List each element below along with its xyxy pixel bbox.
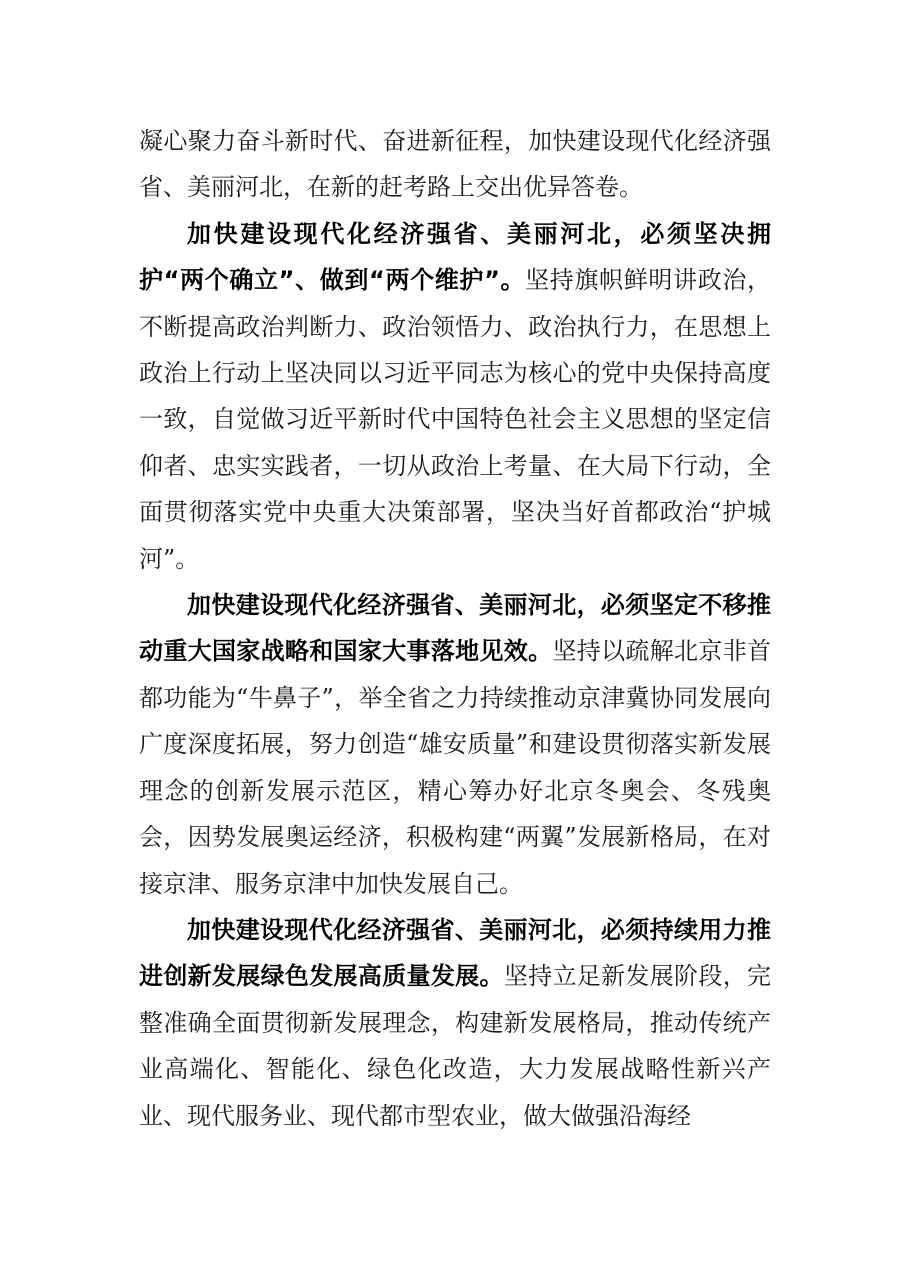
paragraph-text: 坚持以疏解北京非首都功能为“牛鼻子”，举全省之力持续推动京津冀协同发展向广度深度拓展，努力创造“雄安质量”和建设贯彻落实新发展理念的创新发展示范区，精心筹办好北京冬奥会、冬残奥会，因势发展奥运经济，积极构建“两翼”发展新格局，在对接京津、服务京津中加快发展自己。 [139,637,772,898]
paragraph-text: 凝心聚力奋斗新时代、奋进新征程，加快建设现代化经济强省、美丽河北，在新的赶考路上交出优异答卷。 [139,127,771,202]
document-body [139,118,771,1139]
paragraph-continued [139,118,771,211]
paragraph-lead-heading: 加快建设现代化经济强省、美丽河北，必须持续用力推进创新发展绿色发展高质量发展。 [139,915,771,991]
paragraph-political-loyalty [139,211,771,582]
paragraph-innovation-development [139,907,771,1139]
paragraph-text: 坚持立足新发展阶段，完整准确全面贯彻新发展理念，构建新发展格局，推动传统产业高端化、智能化、绿色化改造，大力发展战略性新兴产业、现代服务业、现代都市型农业，做大做强沿海经 [139,962,772,1130]
paragraph-lead-heading: 加快建设现代化经济强省、美丽河北，必须坚定不移推动重大国家战略和国家大事落地见效。 [139,591,771,666]
paragraph-text: 坚持旗帜鲜明讲政治，不断提高政治判断力、政治领悟力、政治执行力，在思想上政治上行动上坚决同以习近平同志为核心的党中央保持高度一致，自觉做习近平新时代中国特色社会主义思想的坚定信仰者、忠实实践者，一切从政治上考量、在大局下行动，全面贯彻落实党中央重大决策部署，坚决当好首都政治“护城河”。 [139,266,772,573]
paragraph-national-strategy [139,582,771,907]
paragraph-lead-heading: 加快建设现代化经济强省、美丽河北，必须坚决拥护“两个确立”、做到“两个维护”。 [139,219,771,295]
